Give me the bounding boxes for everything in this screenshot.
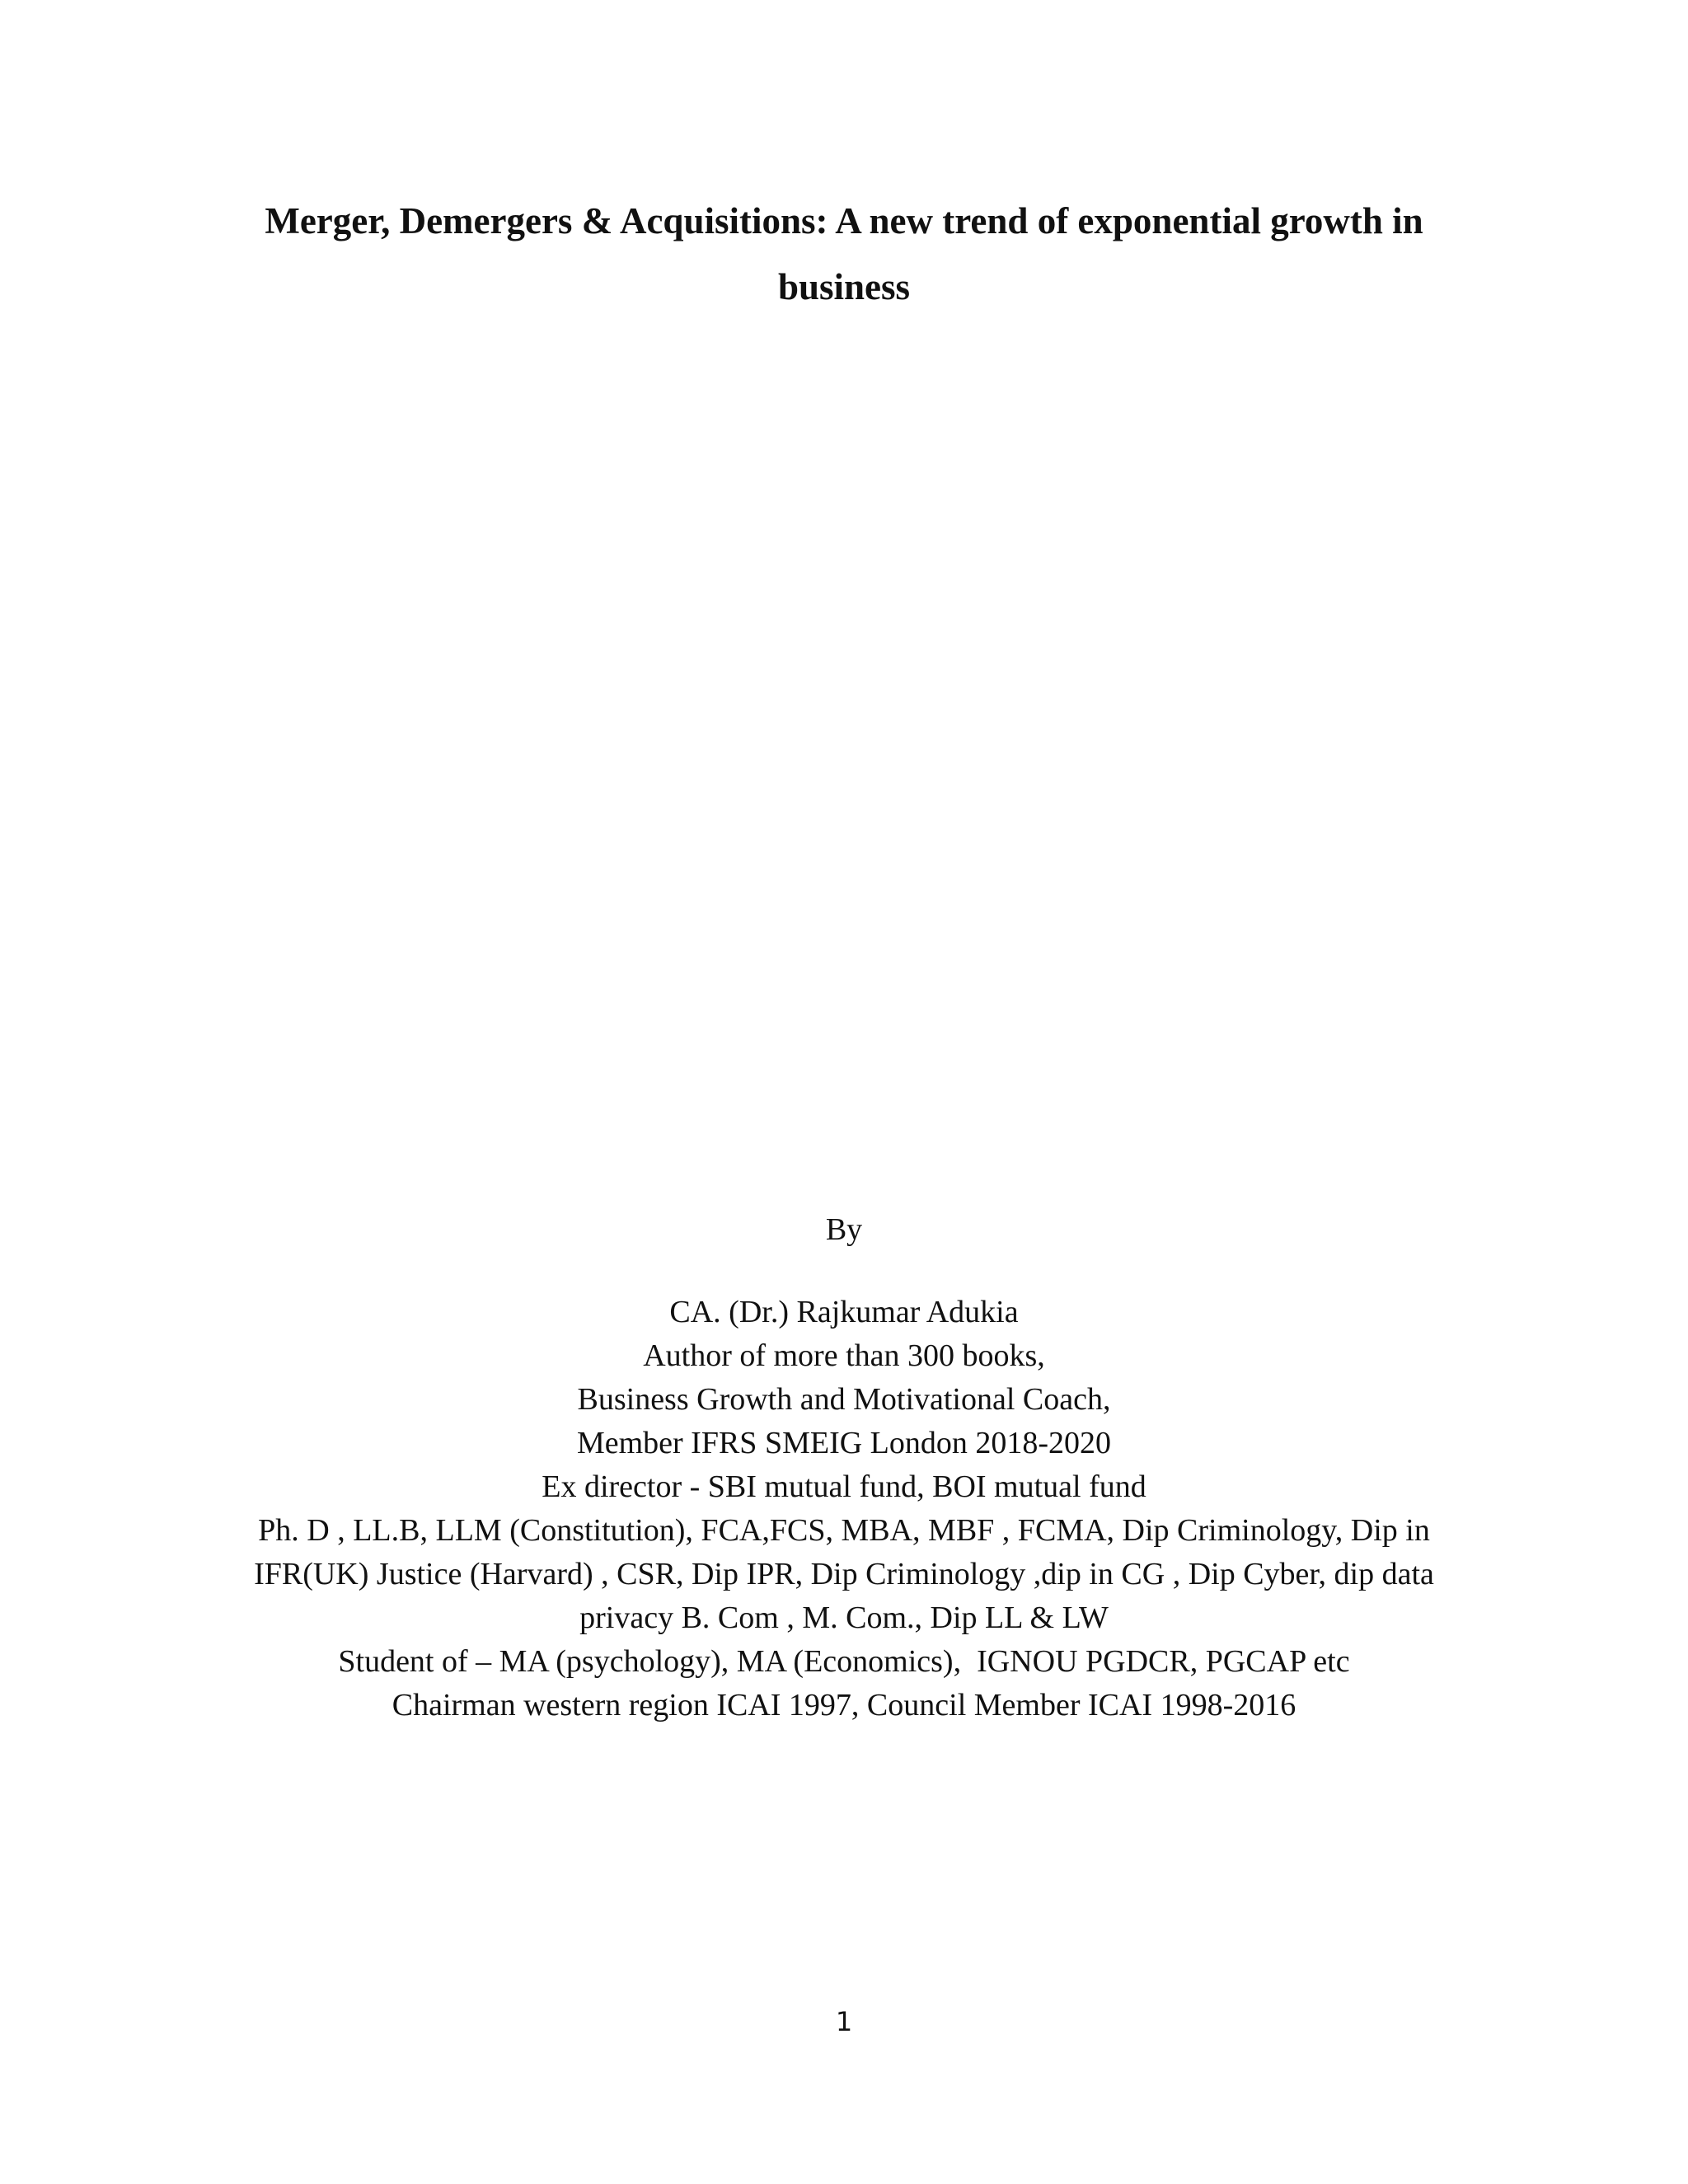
title-line-2: business: [777, 266, 911, 307]
author-line: Chairman western region ICAI 1997, Council Member ICAI 1998-2016: [392, 1688, 1296, 1722]
author-line: Business Growth and Motivational Coach,: [577, 1382, 1111, 1417]
author-credentials: [165, 1291, 1523, 1727]
author-line: IFR(UK) Justice (Harvard) , CSR, Dip IPR, Dip Criminology ,dip in CG , Dip Cyber, dip data: [254, 1557, 1434, 1591]
author-name: CA. (Dr.) Rajkumar Adukia: [669, 1295, 1019, 1329]
author-line: Member IFRS SMEIG London 2018-2020: [576, 1426, 1112, 1460]
author-line: Ex director - SBI mutual fund, BOI mutual fund: [542, 1469, 1146, 1504]
document-title: [198, 188, 1490, 320]
author-line: Author of more than 300 books,: [643, 1338, 1045, 1373]
page-number: 1: [835, 2006, 853, 2037]
title-line-1: Merger, Demergers & Acquisitions: A new trend of exponential growth in: [265, 200, 1423, 241]
by-label: By: [825, 1212, 863, 1247]
author-line: privacy B. Com , M. Com., Dip LL & LW: [579, 1601, 1109, 1635]
author-line: Student of – MA (psychology), MA (Economics), IGNOU PGDCR, PGCAP etc: [338, 1644, 1350, 1679]
author-line: Ph. D , LL.B, LLM (Constitution), FCA,FCS, MBA, MBF , FCMA, Dip Criminology, Dip in: [258, 1513, 1430, 1548]
